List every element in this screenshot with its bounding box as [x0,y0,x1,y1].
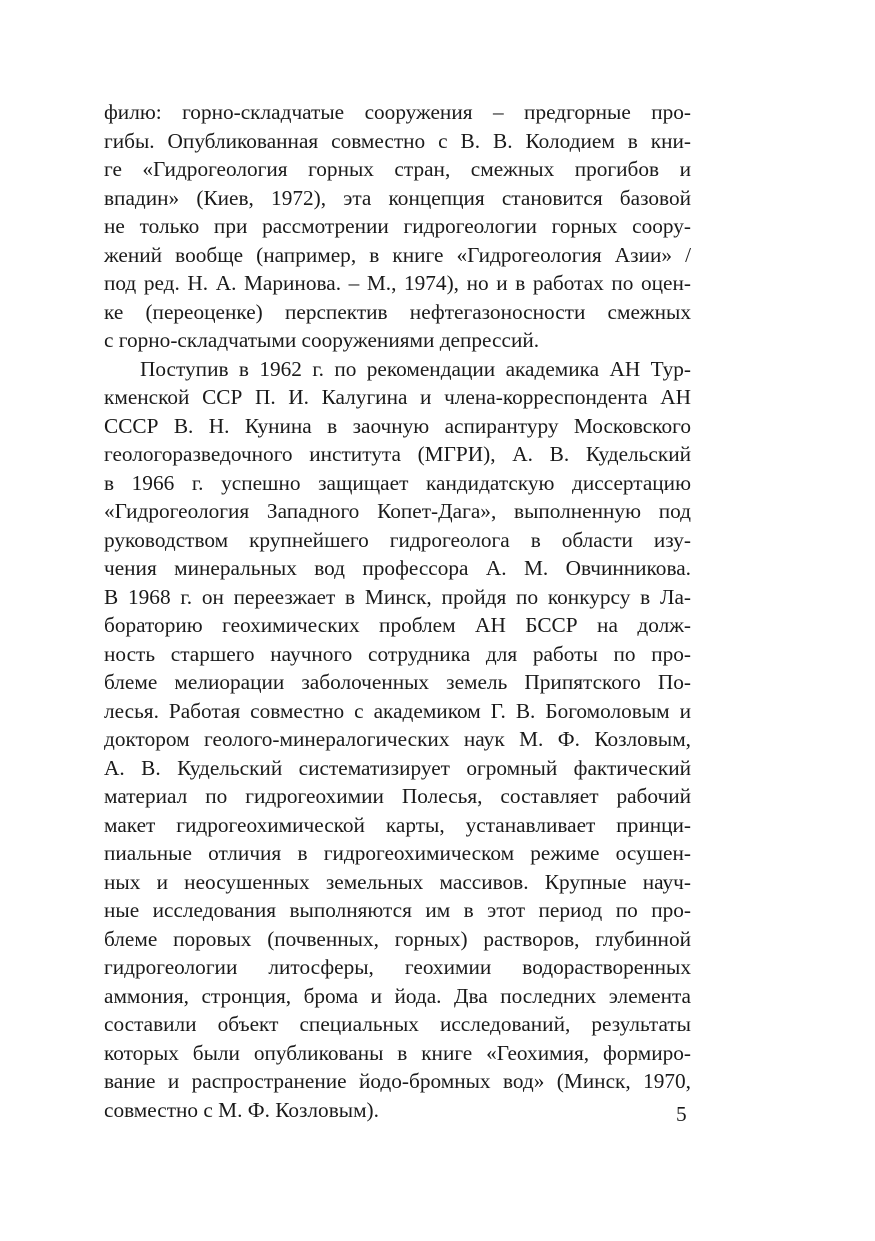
text-line: ге «Гидрогеология горных стран, смежных прогибов и [104,157,691,181]
text-line: которых были опубликованы в книге «Геохимия, формиро- [104,1040,691,1065]
text-line: жений вообще (например, в книге «Гидрогеология Азии» / [104,242,691,267]
text-line: материал по гидрогеохимии Полесья, составляет рабочий [104,784,691,808]
text-line: совместно с М. Ф. Козловым). [104,1097,379,1122]
text-line: под ред. Н. А. Маринова. – М., 1974), но и в работах по оцен- [104,271,691,295]
text-line: А. В. Кудельский систематизирует огромный фактический [104,755,691,780]
text-line: В 1968 г. он переезжает в Минск, пройдя по конкурсу в Ла- [104,584,691,609]
text-line: ные исследования выполняются им в этот период по про- [104,898,691,922]
text-line: гибы. Опубликованная совместно с В. В. Колодием в кни- [104,128,691,153]
page-body [104,98,691,1124]
text-line: пиальные отличия в гидрогеохимическом режиме осушен- [104,841,691,865]
text-line: составили объект специальных исследований, результаты [104,1012,691,1036]
text-line: вание и распространение йодо-бромных вод» (Минск, 1970, [104,1069,691,1093]
text-line: ке (переоценке) перспектив нефтегазоносности смежных [104,299,691,324]
paragraph-2 [104,355,691,1125]
text-line: кменской ССР П. И. Калугина и члена-корреспондента АН [104,385,691,409]
text-line: лесья. Работая совместно с академиком Г. В. Богомоловым и [104,698,691,723]
text-line: с горно-складчатыми сооружениями депрессий. [104,328,540,352]
text-line: аммония, стронция, брома и йода. Два последних элемента [104,983,691,1008]
text-line: ных и неосушенных земельных массивов. Крупные науч- [104,869,691,894]
text-line: не только при рассмотрении гидрогеологии горных соору- [104,214,691,238]
text-line: СССР В. Н. Кунина в заочную аспирантуру Московского [104,413,691,438]
text-line: чения минеральных вод профессора А. М. Овчинникова. [104,556,691,580]
paragraph-1 [104,98,691,355]
page-number: 5 [676,1102,687,1126]
text-line: руководством крупнейшего гидрогеолога в области изу- [104,527,691,552]
text-line: бораторию геохимических проблем АН БССР на долж- [104,613,691,637]
text-line: макет гидрогеохимической карты, устанавливает принци- [104,812,691,837]
text-line: блеме мелиорации заболоченных земель Припятского По- [104,670,691,694]
text-line: доктором геолого-минералогических наук М. Ф. Козловым, [104,727,691,751]
text-line: геологоразведочного института (МГРИ), А. В. Кудельский [104,442,691,466]
text-line: блеме поровых (почвенных, горных) растворов, глубинной [104,926,691,951]
text-line: в 1966 г. успешно защищает кандидатскую диссертацию [104,470,691,495]
text-line: филю: горно-складчатые сооружения – предгорные про- [104,100,691,124]
text-line: ность старшего научного сотрудника для работы по про- [104,641,691,666]
text-line: «Гидрогеология Западного Копет-Дага», выполненную под [104,499,691,523]
text-line: гидрогеологии литосферы, геохимии водорастворенных [104,955,691,979]
text-line: впадин» (Киев, 1972), эта концепция становится базовой [104,185,691,210]
text-line: Поступив в 1962 г. по рекомендации академика АН Тур- [140,356,691,381]
